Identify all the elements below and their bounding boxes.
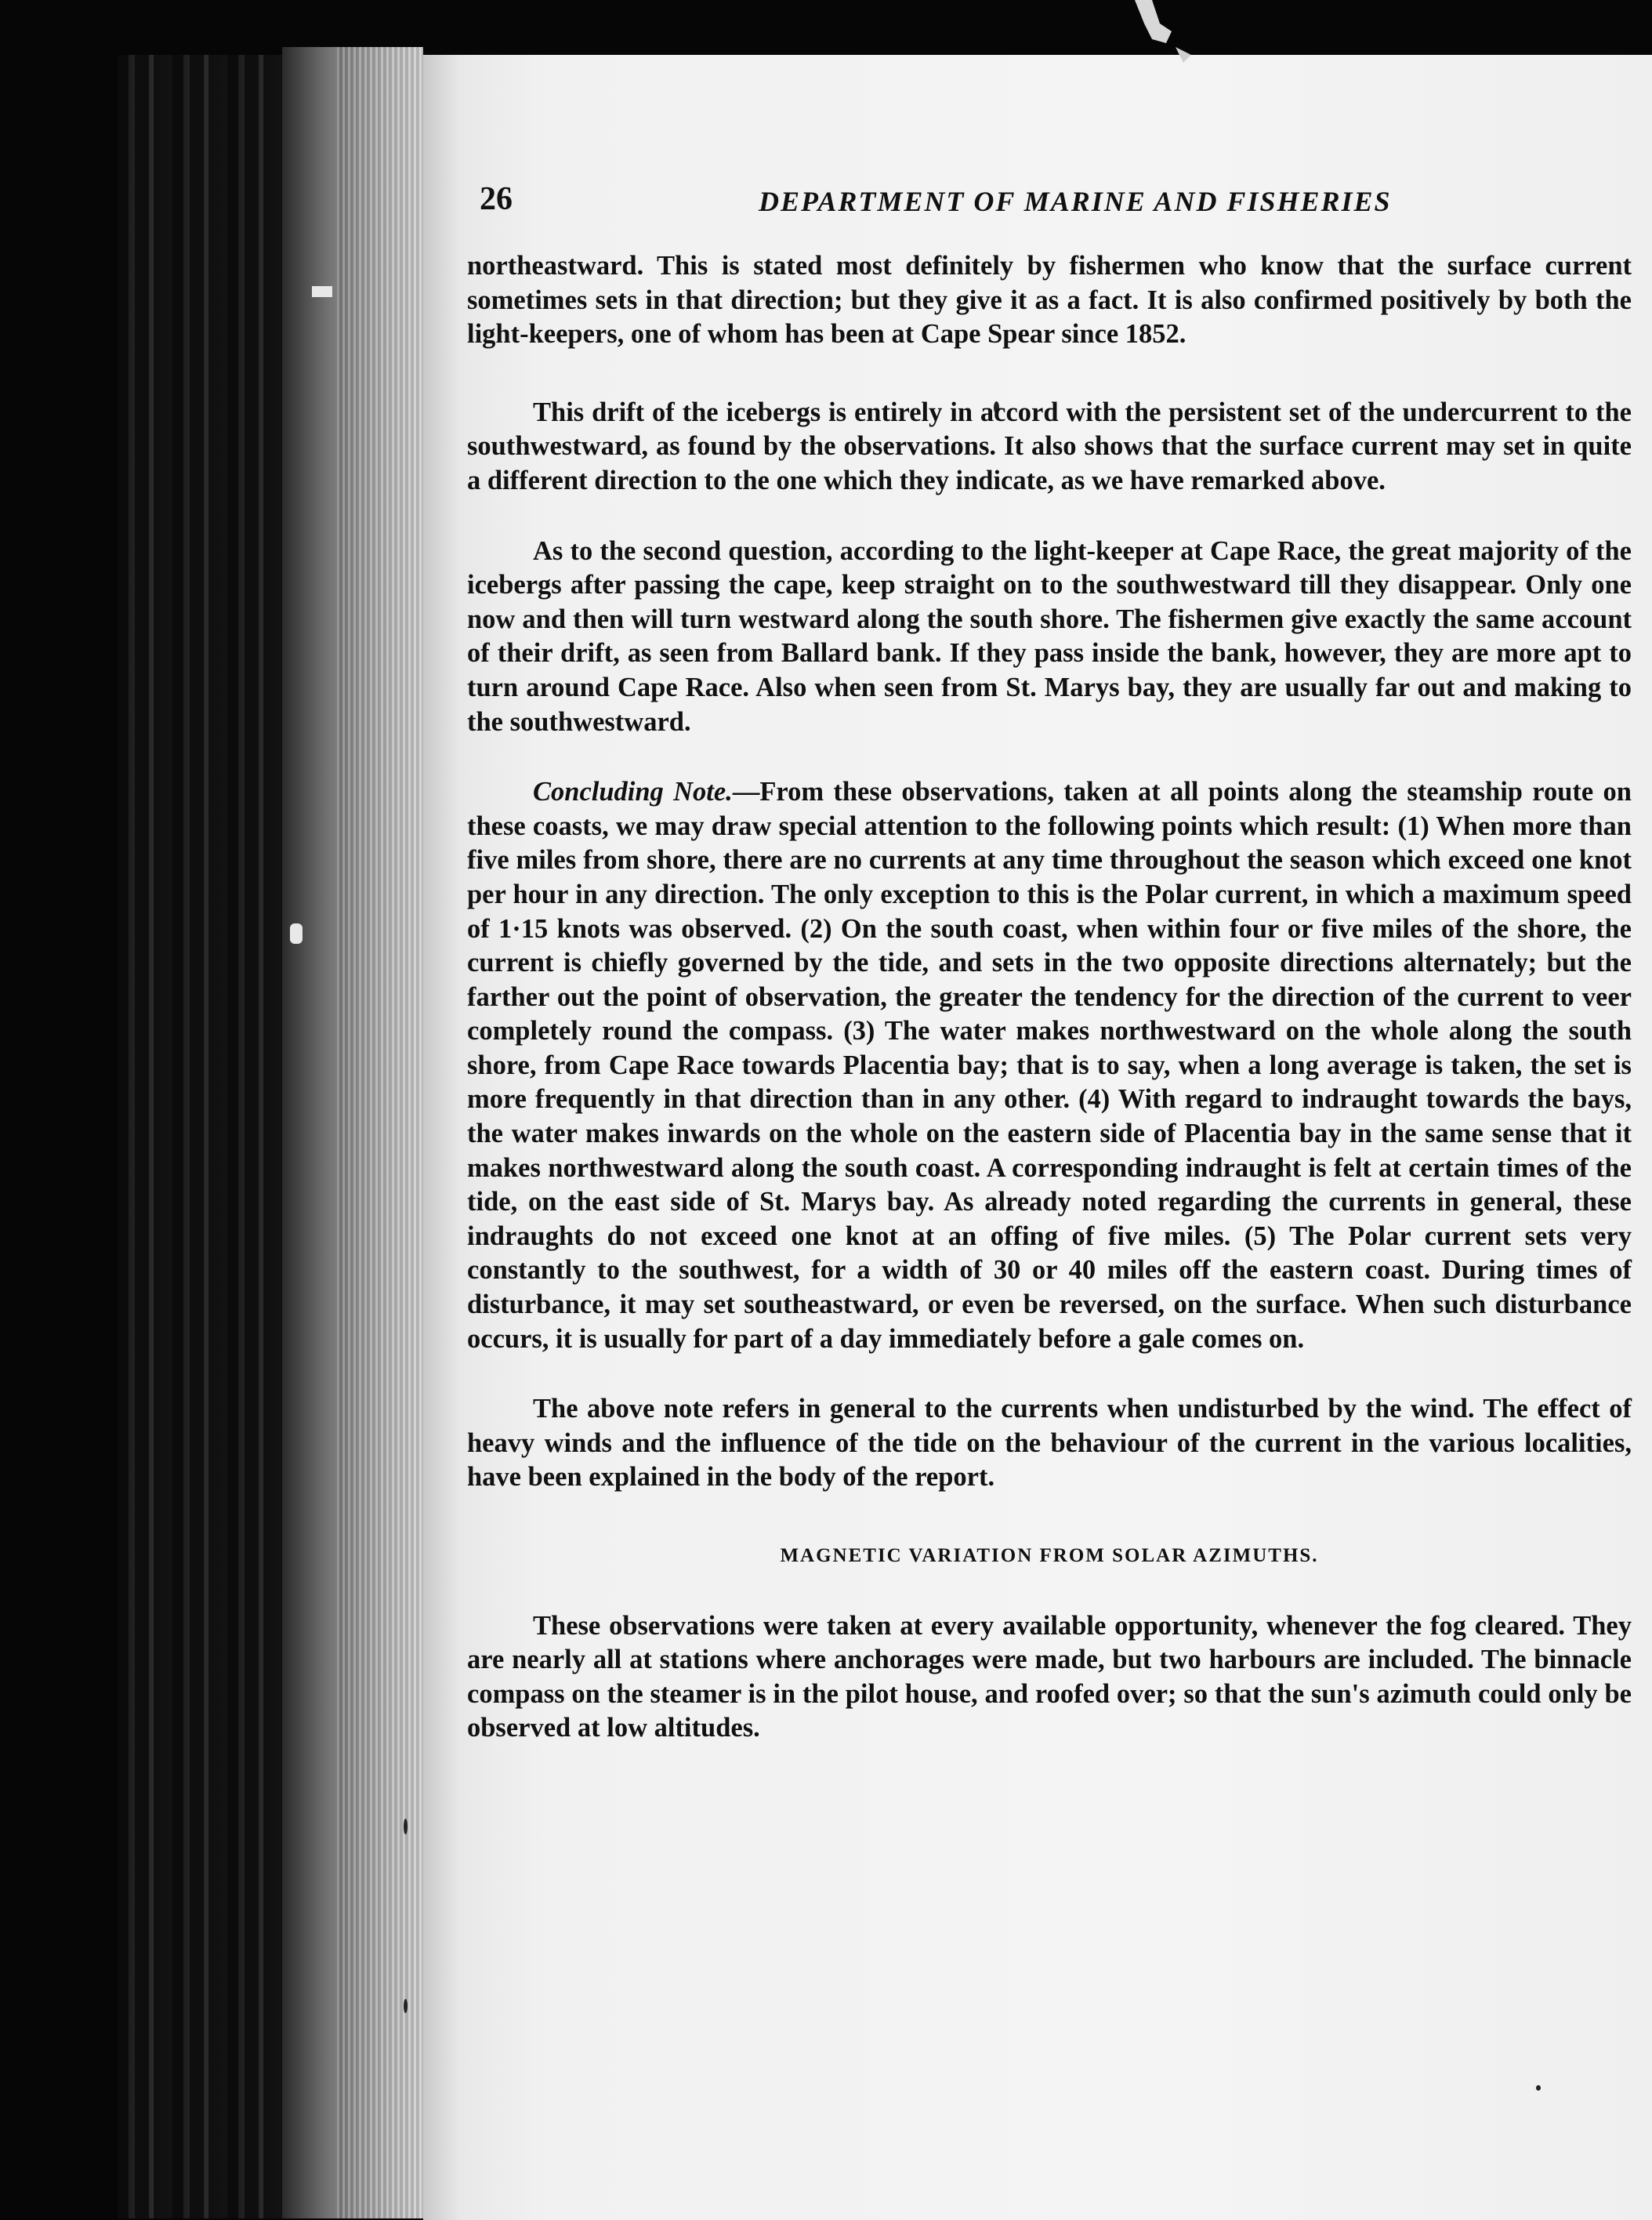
paragraph: These observations were taken at every available opportunity, whenever the fog cleared. They are nearly all at stations where anchorages were made, but two harbours are included. The binnacle compass on the steamer is in the pilot house, and roofed over; so that the sun's azimuth could only be observed at low altitudes. [467, 1610, 1632, 1743]
section-heading: MAGNETIC VARIATION FROM SOLAR AZIMUTHS. [780, 1545, 1319, 1566]
speck-mark [290, 923, 303, 944]
running-head: DEPARTMENT OF MARINE AND FISHERIES [759, 186, 1392, 217]
page-edge-stripes [337, 47, 423, 2218]
paragraph: northeastward. This is stated most definitely by fishermen who know that the surface current sometimes sets in that direction; but they give it as a fact. It is also confirmed positively by both the light-keepers, one of whom has been at Cape Spear since 1852. [467, 251, 1632, 350]
note-lead: Concluding Note. [533, 777, 733, 807]
speck-mark [1536, 2085, 1541, 2091]
paragraph: The above note refers in general to the currents when undisturbed by the wind. The effect of heavy winds and the influence of the tide on the behaviour of the current in the various localities, have been explained in the body of the report. [467, 1394, 1632, 1493]
corner-smudge-mark [1129, 0, 1199, 71]
note-text: —From these observations, taken at all points along the steamship route on these coasts, we may draw special attention to the following points which result: (1) When more than five miles from shore, there are no currents at any time throughout the season which exceed one knot per hour in any direction. The only exception to this is the Polar current, in which a maximum speed of 1·15 knots was observed. (2) On the south coast, when within four or five miles of the shore, the current is chiefly governed by the tide, and sets in the two opposite directions alternately; but the farther out the point of observation, the greater the tendency for the direction of the current to veer completely round the compass. (3) The water makes northwestward on the whole along the south shore, from Cape Race towards Placentia bay; that is to say, when a long average is taken, the set is more frequently in that direction than in any other. (4) With regard to indraught towards the bays, the water makes inwards on the whole on the eastern side of Placentia bay in the same sense that it makes northwestward along the south coast. A corresponding indraught is felt at certain times of the tide, on the east side of St. Marys bay. As already noted regarding the currents in general, these indraughts do not exceed one knot at an offing of five miles. (5) The Polar current sets very constantly to the southwest, for a width of 30 or 40 miles off the eastern coast. During times of disturbance, it may set southeastward, or even be reversed, on the surface. When such disturbance occurs, it is usually for part of a day immediately before a gale comes on. [467, 777, 1632, 1354]
page-number: 26 [480, 181, 513, 217]
paragraph: This drift of the icebergs is entirely in accord with the persistent set of the undercurrent to the southwestward, as found by the observations. It also shows that the surface current may set in quite a different direction to the one which they indicate, as we have remarked above. [467, 397, 1632, 495]
speck-mark [404, 1999, 408, 2013]
page-header [480, 180, 1624, 227]
speck-mark [312, 286, 332, 297]
paragraph [467, 775, 1632, 1356]
paragraph: As to the second question, according to the light-keeper at Cape Race, the great majority of the icebergs after passing the cape, keep straight on to the southwestward till they disappear. Only one now and then will turn westward along the south shore. The fishermen give exactly the same account of their drift, as seen from Ballard bank. If they pass inside the bank, however, they are more apt to turn around Cape Race. Also when seen from St. Marys bay, they are usually far out and making to the southwestward. [467, 535, 1632, 737]
speck-mark [404, 1819, 408, 1834]
body-text [467, 249, 1632, 1746]
